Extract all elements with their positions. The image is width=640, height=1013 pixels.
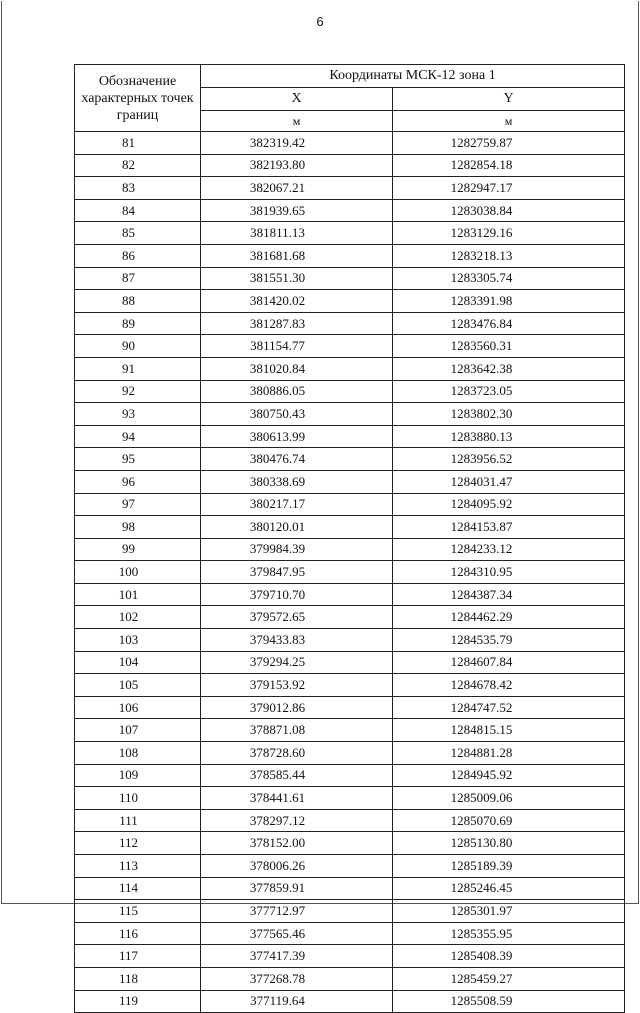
header-x: X	[201, 88, 393, 111]
point-cell: 87	[75, 267, 201, 290]
table-row	[75, 154, 625, 177]
table-row	[75, 877, 625, 900]
table-body	[75, 132, 625, 1013]
table-row	[75, 267, 625, 290]
y-cell: 1285301.97	[393, 900, 625, 923]
coordinates-table	[74, 64, 625, 1013]
y-cell: 1284310.95	[393, 561, 625, 584]
point-cell: 86	[75, 244, 201, 267]
point-cell: 104	[75, 651, 201, 674]
table-row	[75, 674, 625, 697]
x-cell: 382067.21	[201, 177, 393, 200]
point-cell: 96	[75, 470, 201, 493]
unit-y: м	[393, 111, 625, 132]
y-cell: 1283476.84	[393, 312, 625, 335]
x-cell: 379847.95	[201, 561, 393, 584]
header-point-designation: Обозначение характерных точек границ	[75, 65, 201, 132]
x-cell: 380338.69	[201, 470, 393, 493]
table-row	[75, 787, 625, 810]
x-cell: 378006.26	[201, 855, 393, 878]
y-cell: 1283956.52	[393, 448, 625, 471]
point-cell: 119	[75, 990, 201, 1013]
x-cell: 378441.61	[201, 787, 393, 810]
table-row	[75, 470, 625, 493]
x-cell: 378728.60	[201, 742, 393, 765]
y-cell: 1282947.17	[393, 177, 625, 200]
y-cell: 1283305.74	[393, 267, 625, 290]
point-cell: 110	[75, 787, 201, 810]
x-cell: 380886.05	[201, 380, 393, 403]
y-cell: 1283218.13	[393, 244, 625, 267]
table-row	[75, 832, 625, 855]
point-cell: 103	[75, 629, 201, 652]
table-row	[75, 922, 625, 945]
table-row	[75, 244, 625, 267]
x-cell: 382193.80	[201, 154, 393, 177]
y-cell: 1285189.39	[393, 855, 625, 878]
point-cell: 109	[75, 764, 201, 787]
point-cell: 105	[75, 674, 201, 697]
y-cell: 1285130.80	[393, 832, 625, 855]
table-row	[75, 764, 625, 787]
x-cell: 378297.12	[201, 809, 393, 832]
y-cell: 1285459.27	[393, 967, 625, 990]
point-cell: 91	[75, 357, 201, 380]
point-cell: 118	[75, 967, 201, 990]
x-cell: 381154.77	[201, 335, 393, 358]
point-cell: 117	[75, 945, 201, 968]
y-cell: 1285508.59	[393, 990, 625, 1013]
y-cell: 1285355.95	[393, 922, 625, 945]
table-row	[75, 380, 625, 403]
point-cell: 115	[75, 900, 201, 923]
y-cell: 1283129.16	[393, 222, 625, 245]
y-cell: 1285408.39	[393, 945, 625, 968]
x-cell: 378585.44	[201, 764, 393, 787]
point-cell: 102	[75, 606, 201, 629]
y-cell: 1284233.12	[393, 538, 625, 561]
y-cell: 1285009.06	[393, 787, 625, 810]
y-cell: 1283642.38	[393, 357, 625, 380]
point-cell: 112	[75, 832, 201, 855]
table-row	[75, 583, 625, 606]
point-cell: 95	[75, 448, 201, 471]
y-cell: 1284462.29	[393, 606, 625, 629]
table-row	[75, 538, 625, 561]
table-row	[75, 448, 625, 471]
table-row	[75, 629, 625, 652]
x-cell: 378152.00	[201, 832, 393, 855]
point-cell: 92	[75, 380, 201, 403]
y-cell: 1282854.18	[393, 154, 625, 177]
point-cell: 89	[75, 312, 201, 335]
point-cell: 100	[75, 561, 201, 584]
table-row	[75, 696, 625, 719]
y-cell: 1284607.84	[393, 651, 625, 674]
y-cell: 1283038.84	[393, 199, 625, 222]
table-row	[75, 990, 625, 1013]
point-cell: 83	[75, 177, 201, 200]
x-cell: 380476.74	[201, 448, 393, 471]
table-row	[75, 199, 625, 222]
point-cell: 107	[75, 719, 201, 742]
x-cell: 380217.17	[201, 493, 393, 516]
x-cell: 379294.25	[201, 651, 393, 674]
table-row	[75, 561, 625, 584]
table-row	[75, 855, 625, 878]
point-cell: 88	[75, 290, 201, 313]
point-cell: 90	[75, 335, 201, 358]
y-cell: 1285246.45	[393, 877, 625, 900]
point-cell: 97	[75, 493, 201, 516]
y-cell: 1284747.52	[393, 696, 625, 719]
x-cell: 377119.64	[201, 990, 393, 1013]
table-row	[75, 516, 625, 539]
table-row	[75, 900, 625, 923]
point-cell: 106	[75, 696, 201, 719]
x-cell: 379984.39	[201, 538, 393, 561]
x-cell: 381681.68	[201, 244, 393, 267]
x-cell: 378871.08	[201, 719, 393, 742]
table-row	[75, 357, 625, 380]
table-row	[75, 335, 625, 358]
x-cell: 381287.83	[201, 312, 393, 335]
point-cell: 94	[75, 425, 201, 448]
x-cell: 381020.84	[201, 357, 393, 380]
header-coordinates: Координаты МСК-12 зона 1	[201, 65, 625, 88]
table-row	[75, 742, 625, 765]
x-cell: 381811.13	[201, 222, 393, 245]
y-cell: 1283802.30	[393, 403, 625, 426]
point-cell: 99	[75, 538, 201, 561]
table-row	[75, 493, 625, 516]
table-row	[75, 403, 625, 426]
x-cell: 382319.42	[201, 132, 393, 155]
point-cell: 108	[75, 742, 201, 765]
y-cell: 1284535.79	[393, 629, 625, 652]
y-cell: 1284678.42	[393, 674, 625, 697]
y-cell: 1284881.28	[393, 742, 625, 765]
unit-x: м	[201, 111, 393, 132]
point-cell: 101	[75, 583, 201, 606]
x-cell: 377268.78	[201, 967, 393, 990]
x-cell: 377859.91	[201, 877, 393, 900]
y-cell: 1285070.69	[393, 809, 625, 832]
point-cell: 82	[75, 154, 201, 177]
y-cell: 1283880.13	[393, 425, 625, 448]
y-cell: 1284945.92	[393, 764, 625, 787]
table-row	[75, 719, 625, 742]
y-cell: 1283560.31	[393, 335, 625, 358]
x-cell: 379710.70	[201, 583, 393, 606]
table-row	[75, 606, 625, 629]
x-cell: 380120.01	[201, 516, 393, 539]
x-cell: 381420.02	[201, 290, 393, 313]
x-cell: 377417.39	[201, 945, 393, 968]
x-cell: 379012.86	[201, 696, 393, 719]
point-cell: 116	[75, 922, 201, 945]
table-row	[75, 809, 625, 832]
point-cell: 93	[75, 403, 201, 426]
page-number: 6	[316, 14, 324, 29]
x-cell: 381939.65	[201, 199, 393, 222]
point-cell: 85	[75, 222, 201, 245]
table-row	[75, 312, 625, 335]
table-row	[75, 222, 625, 245]
point-cell: 113	[75, 855, 201, 878]
point-cell: 114	[75, 877, 201, 900]
table-row	[75, 290, 625, 313]
x-cell: 379572.65	[201, 606, 393, 629]
y-cell: 1284153.87	[393, 516, 625, 539]
y-cell: 1284031.47	[393, 470, 625, 493]
x-cell: 377712.97	[201, 900, 393, 923]
table-row	[75, 651, 625, 674]
x-cell: 377565.46	[201, 922, 393, 945]
y-cell: 1282759.87	[393, 132, 625, 155]
y-cell: 1284095.92	[393, 493, 625, 516]
point-cell: 81	[75, 132, 201, 155]
point-cell: 111	[75, 809, 201, 832]
x-cell: 379433.83	[201, 629, 393, 652]
point-cell: 98	[75, 516, 201, 539]
point-cell: 84	[75, 199, 201, 222]
x-cell: 381551.30	[201, 267, 393, 290]
x-cell: 380750.43	[201, 403, 393, 426]
header-y: Y	[393, 88, 625, 111]
y-cell: 1283391.98	[393, 290, 625, 313]
y-cell: 1284815.15	[393, 719, 625, 742]
y-cell: 1283723.05	[393, 380, 625, 403]
table-row	[75, 967, 625, 990]
table-row	[75, 177, 625, 200]
table-row	[75, 425, 625, 448]
x-cell: 379153.92	[201, 674, 393, 697]
x-cell: 380613.99	[201, 425, 393, 448]
table-row	[75, 945, 625, 968]
table-row	[75, 132, 625, 155]
y-cell: 1284387.34	[393, 583, 625, 606]
